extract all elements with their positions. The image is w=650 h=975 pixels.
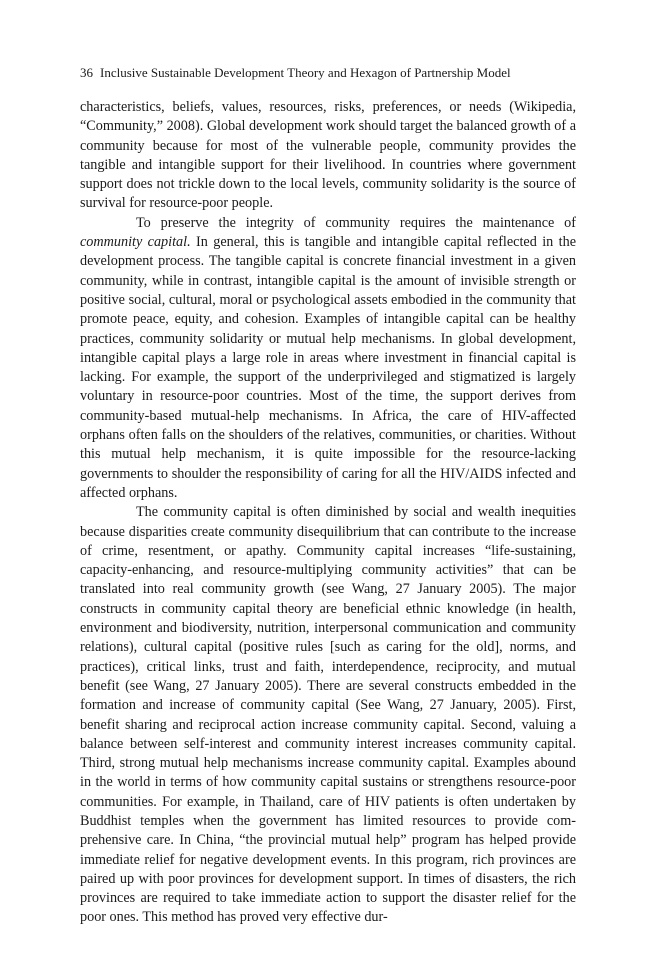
paragraph-lead-text: To preserve the integrity of community requires the maintenance of bbox=[136, 214, 576, 231]
paragraph-community-capital bbox=[80, 214, 576, 503]
book-page bbox=[80, 64, 576, 928]
running-title: Inclusive Sustainable Development Theory and Hexagon of Partnership Model bbox=[100, 65, 511, 80]
page-number: 36 bbox=[80, 65, 93, 80]
paragraph-continuation: characteristics, beliefs, values, resources, risks, preferences, or needs (Wikipedia, “Community,” 2008). Global development work should target the balanced growth of a community because for most of the vulnerable people, community provides the tangible and intangible support for their livelihood. In countries where government support does not trickle down to the local levels, community solidarity is the source of survival for resource-poor people. bbox=[80, 99, 576, 212]
paragraph-community-inequities: The community capital is often diminished by social and wealth inequities because disparities create community disequilibrium that can contribute to the increase of crime, resentment, or apathy. Community capital increases “life-sustaining, capacity-enhancing, and resource-multiplying community activities” that can be translated into real community growth (see Wang, 27 January 2005). The major constructs in community capital theory are beneficial ethnic knowledge (in health, environment and biodiversity, nutrition, interpersonal communication and community relations), cultural capital (positive rules [such as caring for the old], norms, and practices), critical links, trust and faith, interdependence, reciprocity, and mutual benefit (see Wang, 27 January 2005). There are several constructs embedded in the formation and increase of community capital (See Wang, 27 January, 2005). First, benefit sharing and reciprocal action increase community capital. Second, valuing a balance between self-interest and community interest increases community capital. Third, strong mutual help mechanisms increase community capital. Examples abound in the world in terms of how community capital sustains or strengthens resource-poor communities. For example, in Thailand, care of HIV patients is often undertaken by Buddhist temples when the government has limited resources to provide comprehensive care. In China, “the provincial mutual help” program has helped provide immediate relief for negative development events. In this program, rich provinces are paired up with poor provinces for development support. In times of disasters, the rich provinces are required to take immediate action to support the disaster relief for the poor ones. This method has proved very effective dur- bbox=[80, 504, 576, 926]
paragraph-rest-text: In general, this is tangible and intangible capital reflected in the development process. The tangible capital is concrete financial investment in a given community, while in contrast, intangible capital is the amount of invisible strength or positive social, cultural, moral or psychological assets embodied in the community that promote peace, equity, and cohesion. Examples of intangible capital can be healthy practices, community solidarity or mutual help mechanisms. In global development, intangible capital plays a large role in areas where investment in financial capital is lacking. For example, the support of the underprivileged and stigmatized is largely voluntary in resource-poor countries. Most of the time, the support derives from community-based mutual-help mechanisms. In Africa, the care of HIV-affected orphans often falls on the shoulders of the relatives, communities, or charities. Without this mutual help mechanism, it is quite impossible for the resource-lacking governments to shoulder the responsibility of caring for all the HIV/AIDS infected and affected orphans. bbox=[80, 234, 576, 501]
running-header bbox=[80, 64, 576, 82]
body-text bbox=[80, 98, 576, 928]
italic-term: community capital. bbox=[80, 234, 191, 251]
